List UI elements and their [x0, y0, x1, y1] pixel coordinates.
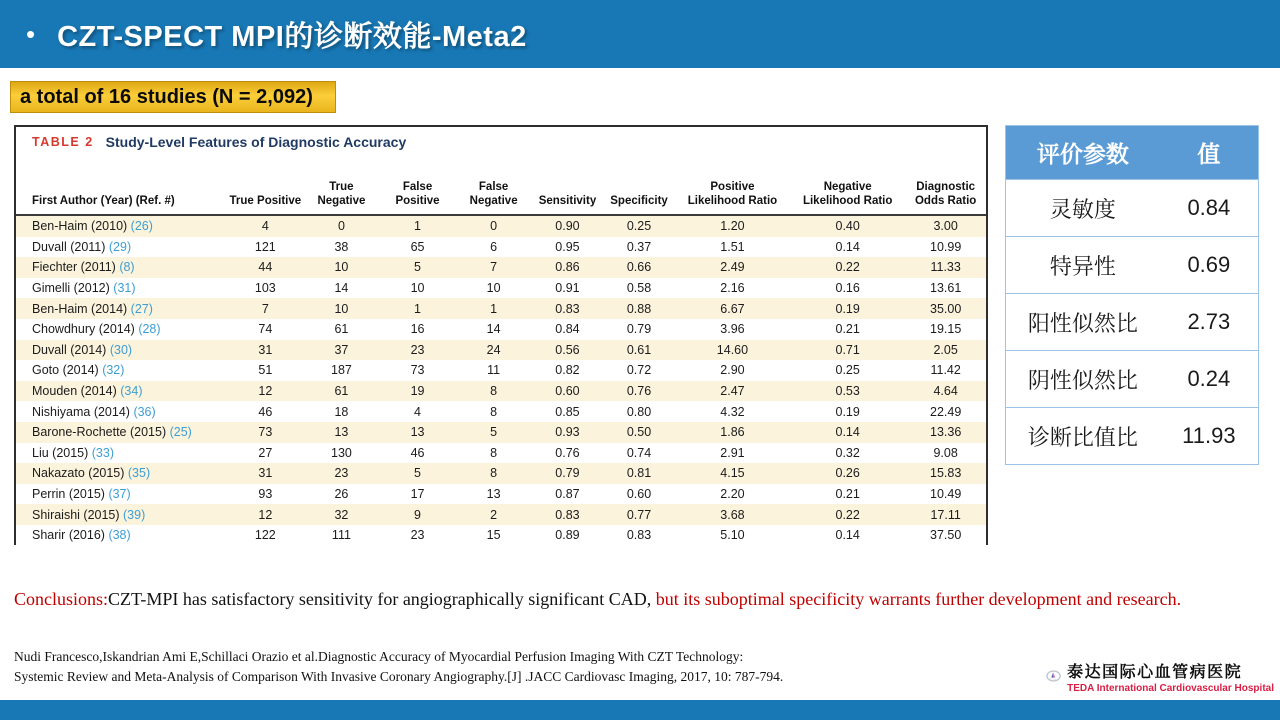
column-header: First Author (Year) (Ref. #) — [16, 157, 227, 215]
author-name: Liu (2015) — [32, 445, 92, 460]
column-header: Positive Likelihood Ratio — [675, 157, 790, 215]
value-cell: 8 — [490, 445, 498, 460]
value-cell: 10.49 — [930, 487, 962, 502]
summary-parameter-label: 阴性似然比 — [1027, 367, 1138, 393]
value-cell: 0.89 — [555, 528, 580, 543]
author-cell — [16, 463, 227, 484]
summary-parameter-label: 灵敏度 — [1049, 196, 1116, 222]
value-cell: 1.20 — [720, 219, 745, 234]
author-cell — [16, 381, 227, 402]
value-cell: 0.83 — [626, 528, 652, 543]
value-cell: 0.60 — [626, 487, 652, 502]
reference-link: (32) — [102, 363, 125, 378]
studies-count-banner — [10, 81, 336, 113]
value-cell: 0.25 — [626, 219, 652, 234]
author-name: Nishiyama (2014) — [32, 404, 134, 419]
conclusions-text-red: but its suboptimal specificity warrants further development and research. — [651, 589, 1182, 609]
author-cell — [16, 401, 227, 422]
value-cell: 0.26 — [835, 466, 860, 481]
author-name: Goto (2014) — [32, 363, 103, 378]
value-cell: 0.19 — [835, 301, 860, 316]
table-row — [16, 422, 986, 443]
reference-link: (33) — [91, 445, 114, 460]
studies-count-text: a total of 16 studies (N = 2,092) — [20, 85, 313, 108]
value-cell: 2.47 — [720, 384, 745, 399]
value-cell: 31 — [258, 342, 273, 357]
value-cell: 6.67 — [720, 301, 745, 316]
value-cell: 23 — [334, 466, 349, 481]
hospital-name-english: TEDA International Cardiovascular Hospital — [1067, 682, 1274, 694]
table-row — [16, 525, 986, 546]
table-row — [16, 278, 986, 299]
value-cell: 103 — [254, 281, 276, 296]
value-cell: 0.80 — [626, 404, 652, 419]
summary-parameter-value: 0.84 — [1187, 195, 1231, 220]
value-cell: 0.86 — [555, 260, 580, 275]
value-cell: 22.49 — [930, 404, 962, 419]
column-header: Diagnostic Odds Ratio — [905, 157, 986, 215]
value-cell: 0.79 — [555, 466, 580, 481]
author-name: Shiraishi (2015) — [32, 507, 124, 522]
author-name: Ben-Haim (2014) — [32, 301, 131, 316]
table-row — [16, 504, 986, 525]
value-cell: 3.68 — [720, 507, 745, 522]
value-cell: 0.32 — [835, 445, 860, 460]
value-cell: 0.25 — [835, 363, 860, 378]
bullet-icon: • — [26, 19, 36, 49]
value-cell: 0.50 — [626, 425, 652, 440]
column-header: True Negative — [303, 157, 379, 215]
summary-parameter-label: 特异性 — [1049, 253, 1116, 279]
author-name: Duvall (2014) — [32, 342, 110, 357]
value-cell: 23 — [410, 528, 425, 543]
author-cell — [16, 340, 227, 361]
value-cell: 0.14 — [835, 528, 860, 543]
value-cell: 24 — [486, 342, 501, 357]
value-cell: 0.83 — [555, 507, 580, 522]
value-cell: 0.83 — [555, 301, 580, 316]
value-cell: 1 — [490, 301, 498, 316]
value-cell: 4 — [414, 404, 421, 419]
author-name: Fiechter (2011) — [32, 260, 120, 275]
value-cell: 122 — [254, 528, 276, 543]
author-name: Duvall (2011) — [32, 239, 109, 254]
value-cell: 19 — [410, 384, 425, 399]
value-cell: 10 — [486, 281, 501, 296]
reference-link: (28) — [138, 322, 161, 337]
table-caption — [16, 127, 986, 157]
author-cell — [16, 422, 227, 443]
hospital-logo-emblem — [1046, 652, 1061, 700]
citation-block — [14, 647, 1014, 687]
value-cell: 0.79 — [626, 322, 652, 337]
value-cell: 2.20 — [720, 487, 745, 502]
table-row — [16, 443, 986, 464]
value-cell: 0 — [337, 219, 345, 234]
value-cell: 35.00 — [930, 301, 962, 316]
value-cell: 8 — [490, 404, 498, 419]
value-cell: 0.76 — [555, 445, 580, 460]
author-cell — [16, 278, 227, 299]
author-cell — [16, 525, 227, 546]
table-row — [16, 381, 986, 402]
table-row — [16, 360, 986, 381]
author-name: Gimelli (2012) — [32, 281, 114, 296]
table-header — [16, 157, 986, 215]
value-cell: 4 — [261, 219, 269, 234]
value-cell: 13.36 — [930, 425, 962, 440]
reference-link: (34) — [120, 384, 143, 399]
value-cell: 1.51 — [720, 239, 745, 254]
value-cell: 14 — [486, 322, 501, 337]
value-cell: 130 — [331, 445, 352, 460]
value-cell: 3.96 — [720, 322, 745, 337]
author-name: Nakazato (2015) — [32, 466, 128, 481]
value-cell: 7 — [261, 301, 269, 316]
summary-row — [1006, 179, 1258, 236]
reference-link: (26) — [130, 219, 153, 234]
value-cell: 1.86 — [720, 425, 745, 440]
value-cell: 0.71 — [835, 342, 860, 357]
reference-link: (27) — [130, 301, 153, 316]
value-cell: 0.40 — [835, 219, 860, 234]
value-cell: 187 — [331, 363, 352, 378]
table-row — [16, 319, 986, 340]
value-cell: 5 — [414, 466, 421, 481]
reference-link: (30) — [109, 342, 133, 357]
value-cell: 0.16 — [835, 281, 860, 296]
author-cell — [16, 298, 227, 319]
table-header-row — [16, 157, 986, 215]
value-cell: 73 — [258, 425, 273, 440]
value-cell: 74 — [258, 322, 273, 337]
value-cell: 12 — [258, 507, 273, 522]
value-cell: 15 — [486, 528, 501, 543]
evaluation-summary-panel — [1005, 125, 1259, 465]
value-cell: 37.50 — [930, 528, 962, 543]
value-cell: 0.77 — [626, 507, 652, 522]
value-cell: 61 — [334, 322, 349, 337]
value-cell: 15.83 — [930, 466, 962, 481]
summary-row — [1006, 350, 1258, 407]
column-header: True Positive — [227, 157, 303, 215]
table-row — [16, 257, 986, 278]
summary-parameter-value: 0.69 — [1187, 252, 1231, 277]
author-name: Sharir (2016) — [32, 528, 109, 543]
summary-body — [1006, 179, 1258, 464]
value-cell: 12 — [258, 384, 273, 399]
reference-link: (38) — [108, 528, 131, 543]
table-body — [16, 215, 986, 546]
value-cell: 46 — [410, 445, 425, 460]
value-cell: 1 — [414, 301, 421, 316]
reference-link: (25) — [169, 425, 192, 440]
value-cell: 11 — [487, 363, 501, 378]
value-cell: 73 — [410, 363, 425, 378]
value-cell: 2.91 — [720, 445, 745, 460]
summary-parameter-value: 11.93 — [1182, 423, 1236, 448]
value-cell: 10.99 — [930, 239, 962, 254]
value-cell: 5.10 — [720, 528, 745, 543]
author-cell — [16, 257, 227, 278]
value-cell: 11.42 — [930, 363, 961, 378]
value-cell: 38 — [334, 239, 349, 254]
value-cell: 7 — [490, 260, 498, 275]
value-cell: 2.90 — [720, 363, 745, 378]
column-header: False Positive — [379, 157, 455, 215]
column-header: Negative Likelihood Ratio — [790, 157, 905, 215]
value-cell: 0.95 — [555, 239, 580, 254]
value-cell: 0.82 — [555, 363, 580, 378]
table-row — [16, 463, 986, 484]
author-cell — [16, 360, 227, 381]
value-cell: 0.14 — [835, 425, 860, 440]
value-cell: 0.56 — [555, 342, 580, 357]
value-cell: 0 — [490, 219, 498, 234]
value-cell: 8 — [490, 384, 498, 399]
value-cell: 5 — [490, 425, 498, 440]
value-cell: 0.87 — [555, 487, 580, 502]
summary-parameter-label: 诊断比值比 — [1027, 424, 1138, 450]
summary-header-row — [1006, 126, 1258, 179]
value-cell: 9 — [414, 507, 421, 522]
value-cell: 0.21 — [835, 487, 860, 502]
summary-header-parameter: 评价参数 — [1036, 141, 1129, 167]
table-row — [16, 340, 986, 361]
value-cell: 23 — [410, 342, 425, 357]
hospital-logo-text — [1067, 659, 1274, 694]
value-cell: 3.00 — [933, 219, 958, 234]
value-cell: 51 — [258, 363, 273, 378]
summary-row — [1006, 236, 1258, 293]
value-cell: 5 — [414, 260, 421, 275]
value-cell: 111 — [331, 528, 351, 543]
value-cell: 0.58 — [626, 281, 652, 296]
value-cell: 0.14 — [835, 239, 860, 254]
value-cell: 16 — [410, 322, 425, 337]
value-cell: 0.60 — [555, 384, 580, 399]
reference-link: (31) — [113, 281, 136, 296]
value-cell: 13 — [486, 487, 501, 502]
value-cell: 121 — [254, 239, 276, 254]
value-cell: 0.37 — [626, 239, 652, 254]
summary-parameter-label: 阳性似然比 — [1027, 310, 1138, 336]
value-cell: 10 — [334, 301, 349, 316]
author-name: Ben-Haim (2010) — [32, 219, 131, 234]
author-cell — [16, 237, 227, 258]
value-cell: 17.11 — [930, 507, 961, 522]
value-cell: 0.22 — [835, 507, 860, 522]
value-cell: 0.85 — [555, 404, 580, 419]
value-cell: 0.22 — [835, 260, 860, 275]
value-cell: 0.81 — [626, 466, 652, 481]
value-cell: 13.61 — [930, 281, 962, 296]
value-cell: 37 — [334, 342, 349, 357]
slide-title-bar — [0, 0, 1280, 68]
value-cell: 11.33 — [930, 260, 961, 275]
value-cell: 14.60 — [716, 342, 749, 357]
slide-title: CZT-SPECT MPI的诊断效能-Meta2 — [57, 20, 527, 53]
value-cell: 13 — [334, 425, 349, 440]
value-cell: 0.90 — [555, 219, 580, 234]
value-cell: 65 — [410, 239, 425, 254]
value-cell: 61 — [334, 384, 349, 399]
author-name: Mouden (2014) — [32, 384, 121, 399]
reference-link: (39) — [123, 507, 146, 522]
table-title: Study-Level Features of Diagnostic Accuracy — [105, 134, 407, 150]
conclusions-label: Conclusions: — [14, 589, 109, 609]
value-cell: 0.91 — [555, 281, 580, 296]
footer-bar — [0, 700, 1280, 720]
value-cell: 44 — [258, 260, 273, 275]
reference-link: (29) — [108, 239, 132, 254]
value-cell: 4.64 — [933, 384, 958, 399]
value-cell: 10 — [410, 281, 425, 296]
value-cell: 13 — [410, 425, 425, 440]
citation-line-2: Systemic Review and Meta-Analysis of Comparison With Invasive Coronary Angiography.[J] .JACC Cardiovasc Imaging, 2017, 10: 787-794. — [14, 669, 784, 684]
author-cell — [16, 215, 227, 237]
author-name: Perrin (2015) — [32, 487, 109, 502]
author-cell — [16, 504, 227, 525]
value-cell: 14 — [334, 281, 349, 296]
table-row — [16, 484, 986, 505]
value-cell: 0.74 — [626, 445, 652, 460]
citation-line-1: Nudi Francesco,Iskandrian Ami E,Schillaci Orazio et al.Diagnostic Accuracy of Myocardial Perfusion Imaging With CZT Technology: — [14, 649, 744, 664]
author-cell — [16, 319, 227, 340]
value-cell: 2.49 — [720, 260, 745, 275]
value-cell: 26 — [334, 487, 349, 502]
value-cell: 19.15 — [930, 322, 962, 337]
summary-parameter-value: 0.24 — [1187, 366, 1231, 391]
value-cell: 4.32 — [720, 404, 745, 419]
value-cell: 4.15 — [720, 466, 745, 481]
table-row — [16, 401, 986, 422]
value-cell: 0.61 — [626, 342, 652, 357]
summary-parameter-value: 2.73 — [1187, 309, 1231, 334]
value-cell: 32 — [334, 507, 349, 522]
column-header: False Negative — [456, 157, 532, 215]
value-cell: 0.53 — [835, 384, 860, 399]
table-number-label: TABLE 2 — [32, 135, 94, 149]
value-cell: 2.16 — [720, 281, 745, 296]
hospital-name-chinese: 泰达国际心血管病医院 — [1067, 663, 1243, 681]
value-cell: 0.72 — [626, 363, 652, 378]
value-cell: 17 — [410, 487, 425, 502]
column-header: Specificity — [603, 157, 675, 215]
value-cell: 0.66 — [626, 260, 652, 275]
value-cell: 0.93 — [555, 425, 580, 440]
value-cell: 31 — [258, 466, 273, 481]
author-name: Chowdhury (2014) — [32, 322, 139, 337]
summary-row — [1006, 407, 1258, 464]
summary-header-value: 值 — [1197, 141, 1221, 167]
summary-row — [1006, 293, 1258, 350]
column-header: Sensitivity — [532, 157, 604, 215]
diagnostic-accuracy-table — [16, 157, 986, 546]
hospital-logo — [1046, 650, 1274, 702]
value-cell: 6 — [490, 239, 498, 254]
value-cell: 27 — [258, 445, 273, 460]
study-table-card — [14, 125, 988, 545]
author-cell — [16, 443, 227, 464]
value-cell: 0.88 — [626, 301, 652, 316]
reference-link: (36) — [133, 404, 156, 419]
value-cell: 1 — [414, 219, 421, 234]
value-cell: 0.76 — [626, 384, 652, 399]
conclusions-text-black: CZT-MPI has satisfactory sensitivity for angiographically significant CAD, — [108, 589, 652, 609]
value-cell: 18 — [334, 404, 349, 419]
value-cell: 46 — [258, 404, 273, 419]
reference-link: (35) — [127, 466, 151, 481]
value-cell: 93 — [258, 487, 273, 502]
table-row — [16, 237, 986, 258]
table-row — [16, 298, 986, 319]
value-cell: 2.05 — [933, 342, 958, 357]
value-cell: 10 — [334, 260, 349, 275]
value-cell: 0.21 — [835, 322, 860, 337]
value-cell: 0.19 — [835, 404, 860, 419]
value-cell: 8 — [490, 466, 498, 481]
conclusions-line — [14, 588, 1268, 611]
value-cell: 9.08 — [933, 445, 958, 460]
value-cell: 2 — [490, 507, 498, 522]
author-name: Barone-Rochette (2015) — [32, 425, 170, 440]
reference-link: (37) — [108, 487, 131, 502]
value-cell: 0.84 — [555, 322, 580, 337]
author-cell — [16, 484, 227, 505]
reference-link: (8) — [119, 260, 135, 275]
table-row — [16, 215, 986, 237]
